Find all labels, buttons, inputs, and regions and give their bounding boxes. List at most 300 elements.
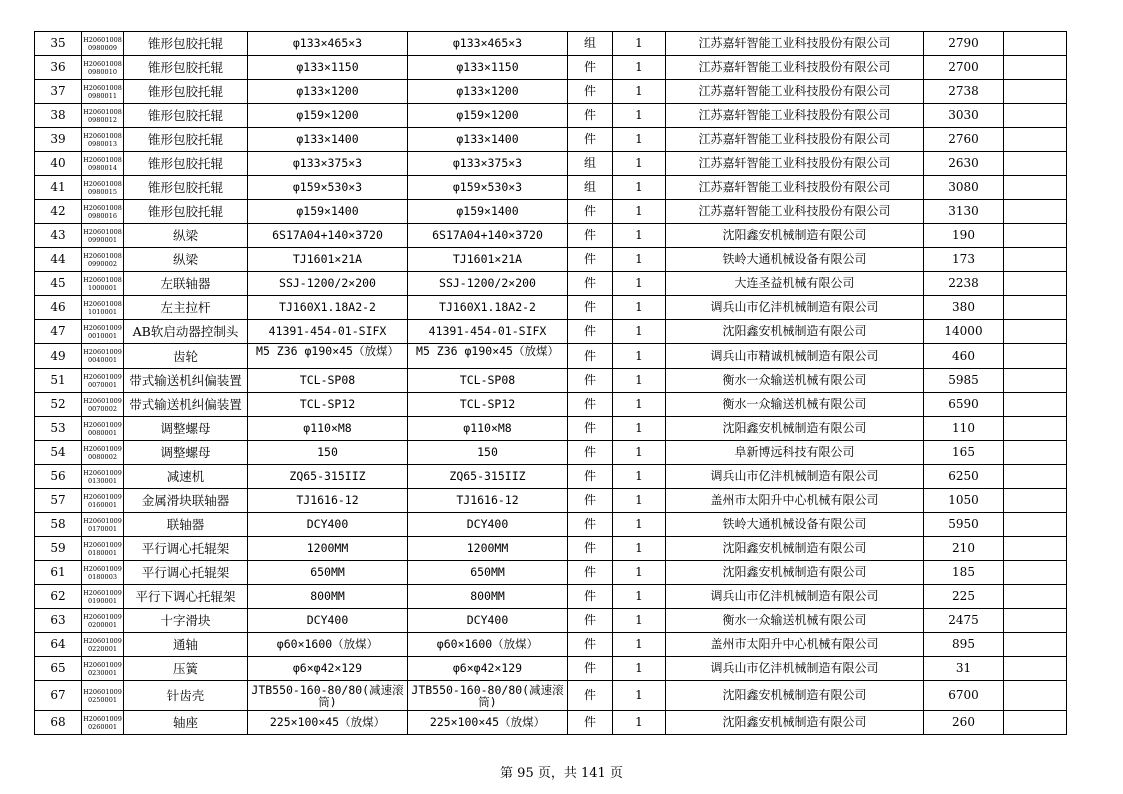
unit-cell: 件 xyxy=(568,344,613,369)
unit-cell: 件 xyxy=(568,489,613,513)
unit-cell: 件 xyxy=(568,393,613,417)
item-name-cell: 锥形包胶托辊 xyxy=(124,128,248,152)
spec-cell: TJ1601×21A xyxy=(248,248,408,272)
quantity-cell: 1 xyxy=(613,561,666,585)
spec-cell: φ159×530×3 xyxy=(248,176,408,200)
quantity-cell: 1 xyxy=(613,32,666,56)
price-cell: 2738 xyxy=(924,80,1004,104)
price-cell: 6250 xyxy=(924,465,1004,489)
remark-cell xyxy=(1004,417,1067,441)
price-cell: 5950 xyxy=(924,513,1004,537)
item-name-cell: 锥形包胶托辊 xyxy=(124,80,248,104)
remark-cell xyxy=(1004,465,1067,489)
supplier-cell: 衡水一众输送机械有限公司 xyxy=(666,609,924,633)
model-cell: φ159×1200 xyxy=(408,104,568,128)
supplier-cell: 调兵山市精诚机械制造有限公司 xyxy=(666,344,924,369)
table-row xyxy=(35,80,1067,104)
material-code-cell: H20601009 0190001 xyxy=(82,585,124,609)
row-number-cell: 64 xyxy=(35,633,82,657)
supplier-cell: 江苏嘉轩智能工业科技股份有限公司 xyxy=(666,56,924,80)
unit-cell: 件 xyxy=(568,272,613,296)
quantity-cell: 1 xyxy=(613,585,666,609)
spec-cell: 800MM xyxy=(248,585,408,609)
remark-cell xyxy=(1004,513,1067,537)
row-number-cell: 47 xyxy=(35,320,82,344)
material-code-cell: H20601009 0010001 xyxy=(82,320,124,344)
model-cell: φ6×φ42×129 xyxy=(408,657,568,681)
spec-cell: 41391-454-01-SIFX xyxy=(248,320,408,344)
quantity-cell: 1 xyxy=(613,633,666,657)
unit-cell: 件 xyxy=(568,80,613,104)
table-row xyxy=(35,681,1067,711)
table-row xyxy=(35,128,1067,152)
item-name-cell: 减速机 xyxy=(124,465,248,489)
table-row xyxy=(35,272,1067,296)
parts-table-container xyxy=(34,31,1066,735)
table-row xyxy=(35,224,1067,248)
row-number-cell: 54 xyxy=(35,441,82,465)
unit-cell: 组 xyxy=(568,176,613,200)
item-name-cell: 调整螺母 xyxy=(124,441,248,465)
row-number-cell: 40 xyxy=(35,152,82,176)
row-number-cell: 39 xyxy=(35,128,82,152)
row-number-cell: 36 xyxy=(35,56,82,80)
remark-cell xyxy=(1004,393,1067,417)
model-cell: TJ1616-12 xyxy=(408,489,568,513)
quantity-cell: 1 xyxy=(613,56,666,80)
remark-cell xyxy=(1004,272,1067,296)
spec-cell: M5 Z36 φ190×45（放煤） xyxy=(248,344,408,369)
material-code-cell: H20601008 0980012 xyxy=(82,104,124,128)
supplier-cell: 调兵山市亿沣机械制造有限公司 xyxy=(666,465,924,489)
model-cell: 650MM xyxy=(408,561,568,585)
table-body xyxy=(35,32,1067,735)
model-cell: φ60×1600（放煤） xyxy=(408,633,568,657)
price-cell: 2475 xyxy=(924,609,1004,633)
spec-cell: 650MM xyxy=(248,561,408,585)
item-name-cell: 金属滑块联轴器 xyxy=(124,489,248,513)
price-cell: 210 xyxy=(924,537,1004,561)
price-cell: 190 xyxy=(924,224,1004,248)
spec-cell: φ133×1400 xyxy=(248,128,408,152)
material-code-cell: H20601008 0990001 xyxy=(82,224,124,248)
price-cell: 6700 xyxy=(924,681,1004,711)
unit-cell: 件 xyxy=(568,561,613,585)
model-cell: TJ160X1.18A2-2 xyxy=(408,296,568,320)
supplier-cell: 调兵山市亿沣机械制造有限公司 xyxy=(666,585,924,609)
model-cell: DCY400 xyxy=(408,609,568,633)
spec-cell: φ133×375×3 xyxy=(248,152,408,176)
unit-cell: 件 xyxy=(568,320,613,344)
price-cell: 31 xyxy=(924,657,1004,681)
remark-cell xyxy=(1004,657,1067,681)
table-row xyxy=(35,369,1067,393)
item-name-cell: 齿轮 xyxy=(124,344,248,369)
price-cell: 110 xyxy=(924,417,1004,441)
remark-cell xyxy=(1004,296,1067,320)
model-cell: 800MM xyxy=(408,585,568,609)
table-row xyxy=(35,200,1067,224)
unit-cell: 件 xyxy=(568,248,613,272)
spec-cell: φ133×1150 xyxy=(248,56,408,80)
price-cell: 260 xyxy=(924,711,1004,735)
supplier-cell: 调兵山市亿沣机械制造有限公司 xyxy=(666,657,924,681)
unit-cell: 件 xyxy=(568,441,613,465)
model-cell: φ133×465×3 xyxy=(408,32,568,56)
remark-cell xyxy=(1004,369,1067,393)
price-cell: 6590 xyxy=(924,393,1004,417)
item-name-cell: 联轴器 xyxy=(124,513,248,537)
model-cell: 41391-454-01-SIFX xyxy=(408,320,568,344)
supplier-cell: 阜新博远科技有限公司 xyxy=(666,441,924,465)
row-number-cell: 62 xyxy=(35,585,82,609)
quantity-cell: 1 xyxy=(613,104,666,128)
material-code-cell: H20601009 0180003 xyxy=(82,561,124,585)
table-row xyxy=(35,56,1067,80)
material-code-cell: H20601009 0040001 xyxy=(82,344,124,369)
supplier-cell: 大连圣益机械有限公司 xyxy=(666,272,924,296)
remark-cell xyxy=(1004,248,1067,272)
model-cell: TCL-SP12 xyxy=(408,393,568,417)
material-code-cell: H20601009 0070002 xyxy=(82,393,124,417)
page-footer: 第 95 页，共 141 页 xyxy=(500,766,623,781)
material-code-cell: H20601008 0990002 xyxy=(82,248,124,272)
supplier-cell: 沈阳鑫安机械制造有限公司 xyxy=(666,681,924,711)
supplier-cell: 沈阳鑫安机械制造有限公司 xyxy=(666,537,924,561)
unit-cell: 件 xyxy=(568,657,613,681)
unit-cell: 件 xyxy=(568,128,613,152)
spec-cell: 1200MM xyxy=(248,537,408,561)
price-cell: 2238 xyxy=(924,272,1004,296)
spec-cell: TCL-SP12 xyxy=(248,393,408,417)
table-row xyxy=(35,711,1067,735)
remark-cell xyxy=(1004,711,1067,735)
unit-cell: 件 xyxy=(568,537,613,561)
row-number-cell: 42 xyxy=(35,200,82,224)
model-cell: DCY400 xyxy=(408,513,568,537)
remark-cell xyxy=(1004,32,1067,56)
row-number-cell: 44 xyxy=(35,248,82,272)
spec-cell: DCY400 xyxy=(248,609,408,633)
quantity-cell: 1 xyxy=(613,248,666,272)
material-code-cell: H20601009 0170001 xyxy=(82,513,124,537)
item-name-cell: 平行调心托辊架 xyxy=(124,537,248,561)
material-code-cell: H20601008 0980016 xyxy=(82,200,124,224)
item-name-cell: 针齿壳 xyxy=(124,681,248,711)
table-row xyxy=(35,104,1067,128)
spec-cell: SSJ-1200/2×200 xyxy=(248,272,408,296)
quantity-cell: 1 xyxy=(613,711,666,735)
model-cell: 225×100×45（放煤） xyxy=(408,711,568,735)
material-code-cell: H20601008 0980010 xyxy=(82,56,124,80)
row-number-cell: 56 xyxy=(35,465,82,489)
table-row xyxy=(35,393,1067,417)
quantity-cell: 1 xyxy=(613,369,666,393)
price-cell: 5985 xyxy=(924,369,1004,393)
supplier-cell: 盖州市太阳升中心机械有限公司 xyxy=(666,633,924,657)
table-row xyxy=(35,513,1067,537)
remark-cell xyxy=(1004,56,1067,80)
unit-cell: 件 xyxy=(568,465,613,489)
price-cell: 165 xyxy=(924,441,1004,465)
quantity-cell: 1 xyxy=(613,657,666,681)
item-name-cell: 十字滑块 xyxy=(124,609,248,633)
model-cell: φ133×375×3 xyxy=(408,152,568,176)
item-name-cell: AB软启动器控制头 xyxy=(124,320,248,344)
material-code-cell: H20601008 0980009 xyxy=(82,32,124,56)
material-code-cell: H20601009 0260001 xyxy=(82,711,124,735)
spec-cell: DCY400 xyxy=(248,513,408,537)
unit-cell: 件 xyxy=(568,417,613,441)
row-number-cell: 49 xyxy=(35,344,82,369)
quantity-cell: 1 xyxy=(613,224,666,248)
quantity-cell: 1 xyxy=(613,489,666,513)
table-row xyxy=(35,441,1067,465)
item-name-cell: 锥形包胶托辊 xyxy=(124,152,248,176)
unit-cell: 组 xyxy=(568,152,613,176)
material-code-cell: H20601009 0250001 xyxy=(82,681,124,711)
price-cell: 3130 xyxy=(924,200,1004,224)
remark-cell xyxy=(1004,200,1067,224)
remark-cell xyxy=(1004,128,1067,152)
supplier-cell: 江苏嘉轩智能工业科技股份有限公司 xyxy=(666,128,924,152)
price-cell: 3080 xyxy=(924,176,1004,200)
row-number-cell: 59 xyxy=(35,537,82,561)
table-row xyxy=(35,32,1067,56)
spec-cell: 6S17A04+140×3720 xyxy=(248,224,408,248)
supplier-cell: 沈阳鑫安机械制造有限公司 xyxy=(666,711,924,735)
unit-cell: 件 xyxy=(568,609,613,633)
row-number-cell: 35 xyxy=(35,32,82,56)
supplier-cell: 衡水一众输送机械有限公司 xyxy=(666,369,924,393)
material-code-cell: H20601008 0980011 xyxy=(82,80,124,104)
unit-cell: 件 xyxy=(568,224,613,248)
supplier-cell: 铁岭大通机械设备有限公司 xyxy=(666,248,924,272)
supplier-cell: 江苏嘉轩智能工业科技股份有限公司 xyxy=(666,80,924,104)
spec-cell: TCL-SP08 xyxy=(248,369,408,393)
supplier-cell: 沈阳鑫安机械制造有限公司 xyxy=(666,561,924,585)
material-code-cell: H20601008 1000001 xyxy=(82,272,124,296)
table-row xyxy=(35,609,1067,633)
unit-cell: 件 xyxy=(568,585,613,609)
remark-cell xyxy=(1004,537,1067,561)
price-cell: 895 xyxy=(924,633,1004,657)
quantity-cell: 1 xyxy=(613,296,666,320)
item-name-cell: 锥形包胶托辊 xyxy=(124,200,248,224)
remark-cell xyxy=(1004,609,1067,633)
table-row xyxy=(35,489,1067,513)
item-name-cell: 压簧 xyxy=(124,657,248,681)
remark-cell xyxy=(1004,344,1067,369)
price-cell: 3030 xyxy=(924,104,1004,128)
model-cell: JTB550-160-80/80(减速滚筒) xyxy=(408,681,568,711)
row-number-cell: 38 xyxy=(35,104,82,128)
remark-cell xyxy=(1004,633,1067,657)
material-code-cell: H20601009 0080001 xyxy=(82,417,124,441)
row-number-cell: 37 xyxy=(35,80,82,104)
quantity-cell: 1 xyxy=(613,152,666,176)
quantity-cell: 1 xyxy=(613,80,666,104)
spec-cell: TJ160X1.18A2-2 xyxy=(248,296,408,320)
quantity-cell: 1 xyxy=(613,128,666,152)
row-number-cell: 67 xyxy=(35,681,82,711)
table-row xyxy=(35,320,1067,344)
material-code-cell: H20601009 0200001 xyxy=(82,609,124,633)
table-row xyxy=(35,176,1067,200)
supplier-cell: 江苏嘉轩智能工业科技股份有限公司 xyxy=(666,152,924,176)
price-cell: 380 xyxy=(924,296,1004,320)
price-cell: 2630 xyxy=(924,152,1004,176)
table-row xyxy=(35,633,1067,657)
table-row xyxy=(35,344,1067,369)
parts-table xyxy=(34,31,1067,735)
price-cell: 225 xyxy=(924,585,1004,609)
model-cell: 150 xyxy=(408,441,568,465)
material-code-cell: H20601009 0080002 xyxy=(82,441,124,465)
spec-cell: φ110×M8 xyxy=(248,417,408,441)
spec-cell: φ159×1200 xyxy=(248,104,408,128)
item-name-cell: 锥形包胶托辊 xyxy=(124,176,248,200)
item-name-cell: 锥形包胶托辊 xyxy=(124,56,248,80)
material-code-cell: H20601009 0180001 xyxy=(82,537,124,561)
table-row xyxy=(35,417,1067,441)
model-cell: φ110×M8 xyxy=(408,417,568,441)
row-number-cell: 51 xyxy=(35,369,82,393)
material-code-cell: H20601008 0980013 xyxy=(82,128,124,152)
unit-cell: 件 xyxy=(568,104,613,128)
spec-cell: φ159×1400 xyxy=(248,200,408,224)
remark-cell xyxy=(1004,681,1067,711)
unit-cell: 件 xyxy=(568,200,613,224)
row-number-cell: 63 xyxy=(35,609,82,633)
table-row xyxy=(35,537,1067,561)
material-code-cell: H20601008 0980014 xyxy=(82,152,124,176)
price-cell: 173 xyxy=(924,248,1004,272)
price-cell: 14000 xyxy=(924,320,1004,344)
table-row xyxy=(35,296,1067,320)
material-code-cell: H20601009 0130001 xyxy=(82,465,124,489)
row-number-cell: 52 xyxy=(35,393,82,417)
quantity-cell: 1 xyxy=(613,441,666,465)
unit-cell: 件 xyxy=(568,681,613,711)
table-row xyxy=(35,152,1067,176)
quantity-cell: 1 xyxy=(613,393,666,417)
unit-cell: 件 xyxy=(568,711,613,735)
item-name-cell: 轴座 xyxy=(124,711,248,735)
supplier-cell: 沈阳鑫安机械制造有限公司 xyxy=(666,417,924,441)
spec-cell: 150 xyxy=(248,441,408,465)
price-cell: 2700 xyxy=(924,56,1004,80)
row-number-cell: 45 xyxy=(35,272,82,296)
table-row xyxy=(35,585,1067,609)
item-name-cell: 带式输送机纠偏装置 xyxy=(124,393,248,417)
item-name-cell: 通轴 xyxy=(124,633,248,657)
remark-cell xyxy=(1004,104,1067,128)
supplier-cell: 盖州市太阳升中心机械有限公司 xyxy=(666,489,924,513)
remark-cell xyxy=(1004,80,1067,104)
price-cell: 460 xyxy=(924,344,1004,369)
quantity-cell: 1 xyxy=(613,537,666,561)
row-number-cell: 65 xyxy=(35,657,82,681)
supplier-cell: 沈阳鑫安机械制造有限公司 xyxy=(666,224,924,248)
remark-cell xyxy=(1004,441,1067,465)
material-code-cell: H20601008 0980015 xyxy=(82,176,124,200)
supplier-cell: 调兵山市亿沣机械制造有限公司 xyxy=(666,296,924,320)
supplier-cell: 沈阳鑫安机械制造有限公司 xyxy=(666,320,924,344)
item-name-cell: 纵梁 xyxy=(124,224,248,248)
table-row xyxy=(35,561,1067,585)
supplier-cell: 江苏嘉轩智能工业科技股份有限公司 xyxy=(666,176,924,200)
model-cell: φ159×530×3 xyxy=(408,176,568,200)
model-cell: 6S17A04+140×3720 xyxy=(408,224,568,248)
spec-cell: ZQ65-315IIZ xyxy=(248,465,408,489)
supplier-cell: 江苏嘉轩智能工业科技股份有限公司 xyxy=(666,32,924,56)
spec-cell: 225×100×45（放煤） xyxy=(248,711,408,735)
quantity-cell: 1 xyxy=(613,344,666,369)
model-cell: φ133×1200 xyxy=(408,80,568,104)
model-cell: φ133×1150 xyxy=(408,56,568,80)
row-number-cell: 61 xyxy=(35,561,82,585)
item-name-cell: 平行调心托辊架 xyxy=(124,561,248,585)
model-cell: ZQ65-315IIZ xyxy=(408,465,568,489)
item-name-cell: 左联轴器 xyxy=(124,272,248,296)
model-cell: TCL-SP08 xyxy=(408,369,568,393)
unit-cell: 件 xyxy=(568,56,613,80)
spec-cell: φ133×465×3 xyxy=(248,32,408,56)
quantity-cell: 1 xyxy=(613,609,666,633)
item-name-cell: 锥形包胶托辊 xyxy=(124,32,248,56)
item-name-cell: 纵梁 xyxy=(124,248,248,272)
model-cell: TJ1601×21A xyxy=(408,248,568,272)
model-cell: SSJ-1200/2×200 xyxy=(408,272,568,296)
price-cell: 1050 xyxy=(924,489,1004,513)
model-cell: 1200MM xyxy=(408,537,568,561)
unit-cell: 件 xyxy=(568,369,613,393)
table-row xyxy=(35,248,1067,272)
unit-cell: 组 xyxy=(568,32,613,56)
model-cell: φ159×1400 xyxy=(408,200,568,224)
quantity-cell: 1 xyxy=(613,200,666,224)
material-code-cell: H20601009 0230001 xyxy=(82,657,124,681)
remark-cell xyxy=(1004,320,1067,344)
remark-cell xyxy=(1004,585,1067,609)
unit-cell: 件 xyxy=(568,513,613,537)
quantity-cell: 1 xyxy=(613,320,666,344)
table-row xyxy=(35,465,1067,489)
unit-cell: 件 xyxy=(568,296,613,320)
spec-cell: JTB550-160-80/80(减速滚筒) xyxy=(248,681,408,711)
quantity-cell: 1 xyxy=(613,681,666,711)
price-cell: 2760 xyxy=(924,128,1004,152)
item-name-cell: 左主拉杆 xyxy=(124,296,248,320)
unit-cell: 件 xyxy=(568,633,613,657)
table-row xyxy=(35,657,1067,681)
price-cell: 2790 xyxy=(924,32,1004,56)
spec-cell: φ6×φ42×129 xyxy=(248,657,408,681)
material-code-cell: H20601009 0160001 xyxy=(82,489,124,513)
supplier-cell: 衡水一众输送机械有限公司 xyxy=(666,393,924,417)
row-number-cell: 57 xyxy=(35,489,82,513)
item-name-cell: 锥形包胶托辊 xyxy=(124,104,248,128)
supplier-cell: 江苏嘉轩智能工业科技股份有限公司 xyxy=(666,104,924,128)
row-number-cell: 41 xyxy=(35,176,82,200)
price-cell: 185 xyxy=(924,561,1004,585)
model-cell: φ133×1400 xyxy=(408,128,568,152)
remark-cell xyxy=(1004,489,1067,513)
spec-cell: φ133×1200 xyxy=(248,80,408,104)
remark-cell xyxy=(1004,152,1067,176)
row-number-cell: 58 xyxy=(35,513,82,537)
